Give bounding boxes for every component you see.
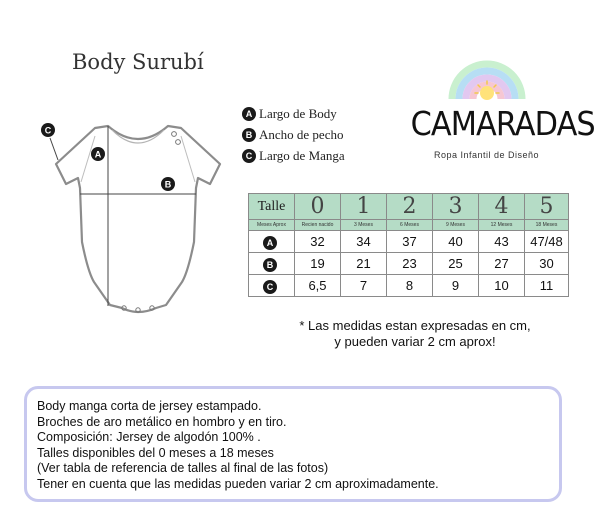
legend-item-b xyxy=(242,124,345,145)
table-cell: 11 xyxy=(525,275,569,297)
table-cell: 32 xyxy=(295,231,341,253)
description-line: Broches de aro metálico en hombro y en tiro. xyxy=(37,414,287,429)
size-number: 3 xyxy=(433,194,479,220)
table-cell: 8 xyxy=(387,275,433,297)
table-row xyxy=(249,253,569,275)
table-cell: 30 xyxy=(525,253,569,275)
svg-text:B: B xyxy=(164,179,172,190)
legend-item-a xyxy=(242,103,345,124)
rainbow-logo-icon xyxy=(446,51,528,101)
svg-text:A: A xyxy=(94,149,102,160)
badge-c-icon: C xyxy=(263,280,277,294)
brand-name: CAMARADAS xyxy=(410,104,595,143)
badge-a-icon: A xyxy=(263,236,277,250)
legend-label-a: Largo de Body xyxy=(259,105,337,121)
table-cell: 47/48 xyxy=(525,231,569,253)
age-label: 9 Meses xyxy=(433,220,479,231)
size-table xyxy=(248,193,569,297)
svg-text:C: C xyxy=(44,125,52,136)
size-header-label: Talle xyxy=(249,194,295,220)
table-cell: 9 xyxy=(433,275,479,297)
table-cell: 37 xyxy=(387,231,433,253)
measurement-legend xyxy=(242,103,345,166)
age-label: 6 Meses xyxy=(387,220,433,231)
diagram-badge-a xyxy=(91,147,105,161)
table-cell: 7 xyxy=(341,275,387,297)
size-number: 5 xyxy=(525,194,569,220)
table-cell: 25 xyxy=(433,253,479,275)
size-number: 4 xyxy=(479,194,525,220)
badge-a-icon: A xyxy=(242,107,256,121)
age-row xyxy=(249,220,569,231)
age-label: Recien nacido xyxy=(295,220,341,231)
table-cell: 43 xyxy=(479,231,525,253)
description-box xyxy=(24,386,562,502)
table-cell: 27 xyxy=(479,253,525,275)
table-cell: 23 xyxy=(387,253,433,275)
age-label: 3 Meses xyxy=(341,220,387,231)
age-label: 12 Meses xyxy=(479,220,525,231)
row-badge-cell xyxy=(249,231,295,253)
measure-line-c xyxy=(50,138,58,160)
note-line: * Las medidas estan expresadas en cm, xyxy=(299,318,531,333)
table-cell: 10 xyxy=(479,275,525,297)
bodysuit-outline xyxy=(56,126,220,312)
description-line: Talles disponibles del 0 meses a 18 meses xyxy=(37,445,274,460)
legend-label-b: Ancho de pecho xyxy=(259,126,344,142)
diagram-badge-b xyxy=(161,177,175,191)
description-line: (Ver tabla de referencia de talles al final de las fotos) xyxy=(37,461,329,476)
age-label: 18 Meses xyxy=(525,220,569,231)
table-cell: 21 xyxy=(341,253,387,275)
age-header-label: Meses Aprox xyxy=(249,220,295,231)
table-cell: 40 xyxy=(433,231,479,253)
product-title: Body Surubí xyxy=(72,50,204,74)
description-line: Body manga corta de jersey estampado. xyxy=(37,399,262,413)
note-line: y pueden variar 2 cm aprox! xyxy=(334,334,496,349)
badge-c-icon: C xyxy=(242,149,256,163)
row-badge-cell xyxy=(249,253,295,275)
table-row xyxy=(249,231,569,253)
table-row xyxy=(249,275,569,297)
description-line: Composición: Jersey de algodón 100% . xyxy=(37,430,261,445)
table-cell: 34 xyxy=(341,231,387,253)
brand-tagline: Ropa Infantil de Diseño xyxy=(433,150,540,160)
diagram-badge-c xyxy=(41,123,55,137)
badge-b-icon: B xyxy=(242,128,256,142)
badge-b-icon: B xyxy=(263,258,277,272)
size-number: 2 xyxy=(387,194,433,220)
bodysuit-diagram xyxy=(38,112,228,327)
row-badge-cell xyxy=(249,275,295,297)
legend-item-c xyxy=(242,145,345,166)
table-cell: 6,5 xyxy=(295,275,341,297)
size-number: 0 xyxy=(295,194,341,220)
description-line: Tener en cuenta que las medidas pueden variar 2 cm aproximadamente. xyxy=(37,476,439,491)
table-cell: 19 xyxy=(295,253,341,275)
size-header-row xyxy=(249,194,569,220)
legend-label-c: Largo de Manga xyxy=(259,147,345,163)
measurement-note xyxy=(250,318,580,350)
size-number: 1 xyxy=(341,194,387,220)
